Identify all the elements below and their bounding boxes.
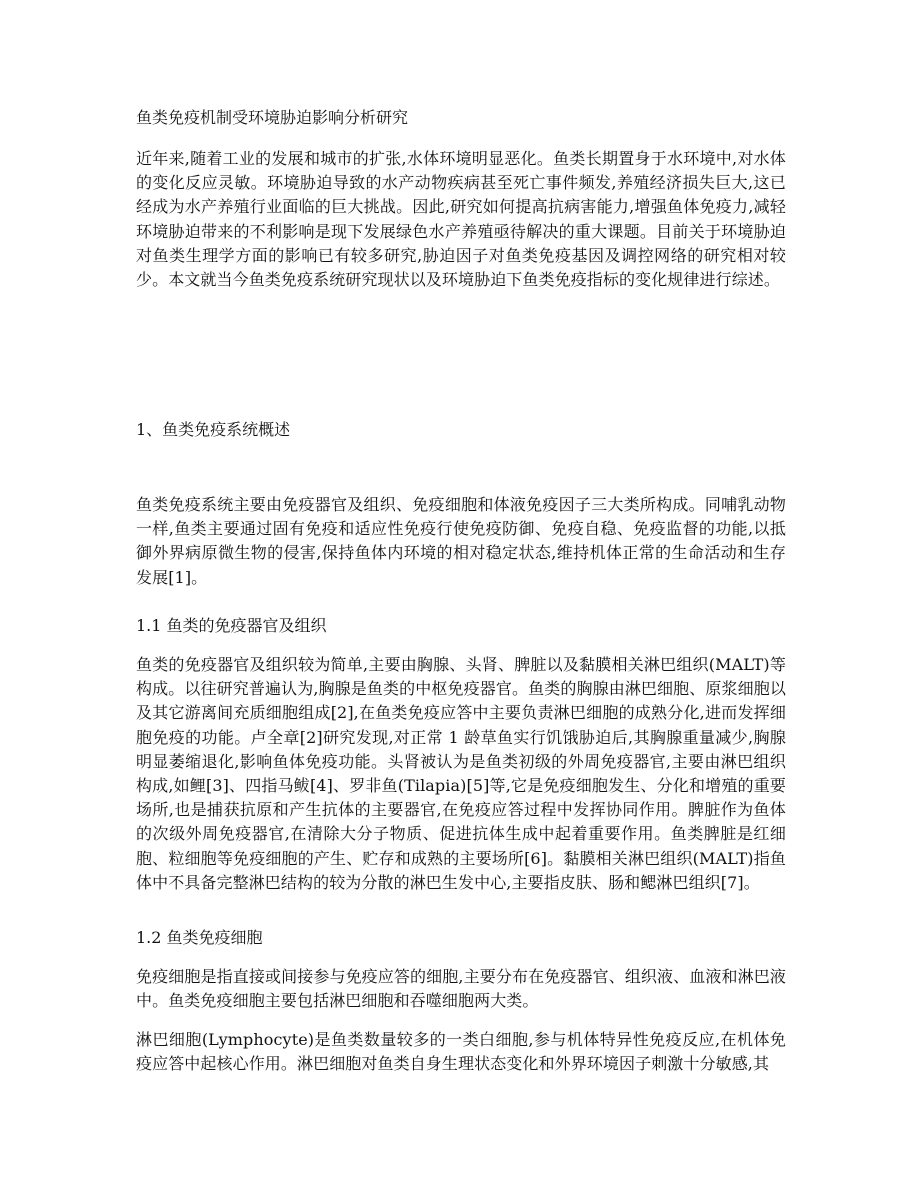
section-heading-1-1: 1.1 鱼类的免疫器官及组织 bbox=[136, 616, 327, 635]
section-1-2-paragraph: 免疫细胞是指直接或间接参与免疫应答的细胞,主要分布在免疫器官、组织液、血液和淋巴液中。鱼类免疫细胞主要包括淋巴细胞和吞噬细胞两大类。 bbox=[136, 967, 786, 1011]
intro-paragraph: 近年来,随着工业的发展和城市的扩张,水体环境明显恶化。鱼类长期置身于水环境中,对水体的变化反应灵敏。环境胁迫导致的水产动物疾病甚至死亡事件频发,养殖经济损失巨大,这已经成为水产养殖行业面临的巨大挑战。因此,研究如何提高抗病害能力,增强鱼体免疫力,减轻环境胁迫带来的不利影响是现下发展绿色水产养殖亟待解决的重大课题。目前关于环境胁迫对鱼类生理学方面的影响已有较多研究,胁迫因子对鱼类免疫基因及调控网络的研究相对较少。本文就当今鱼类免疫系统研究现状以及环境胁迫下鱼类免疫指标的变化规律进行综述。 bbox=[136, 149, 786, 290]
section-1-1-paragraph: 鱼类的免疫器官及组织较为简单,主要由胸腺、头肾、脾脏以及黏膜相关淋巴组织(MALT)等构成。以往研究普遍认为,胸腺是鱼类的中枢免疫器官。鱼类的胸腺由淋巴细胞、原浆细胞以及其它游离间充质细胞组成[2],在鱼类免疫应答中主要负责淋巴细胞的成熟分化,进而发挥细胞免疫的功能。卢全章[2]研究发现,对正常 1 龄草鱼实行饥饿胁迫后,其胸腺重量减少,胸腺明显萎缩退化,影响鱼体免疫功能。头肾被认为是鱼类初级的外周免疫器官,主要由淋巴组织构成,如鲤[3]、四指马鲅[4]、罗非鱼(Tilapia)[5]等,它是免疫细胞发生、分化和增殖的重要场所,也是捕获抗原和产生抗体的主要器官,在免疫应答过程中发挥协同作用。脾脏作为鱼体的次级外周免疫器官,在清除大分子物质、促进抗体生成中起着重要作用。鱼类脾脏是红细胞、粒细胞等免疫细胞的产生、贮存和成熟的主要场所[6]。黏膜相关淋巴组织(MALT)指鱼体中不具备完整淋巴结构的较为分散的淋巴生发中心,主要指皮肤、肠和鳃淋巴组织[7]。 bbox=[136, 655, 786, 892]
section-heading-1-2: 1.2 鱼类免疫细胞 bbox=[136, 928, 263, 947]
section-1-paragraph: 鱼类免疫系统主要由免疫器官及组织、免疫细胞和体液免疫因子三大类所构成。同哺乳动物一样,鱼类主要通过固有免疫和适应性免疫行使免疫防御、免疫自稳、免疫监督的功能,以抵御外界病原微生物的侵害,保持鱼体内环境的相对稳定状态,维持机体正常的生命活动和生存发展[1]。 bbox=[136, 495, 786, 587]
section-1-2-paragraph-2: 淋巴细胞(Lymphocyte)是鱼类数量较多的一类白细胞,参与机体特异性免疫反应,在机体免疫应答中起核心作用。淋巴细胞对鱼类自身生理状态变化和外界环境因子刺激十分敏感,其 bbox=[136, 1030, 786, 1074]
section-heading-1: 1、鱼类免疫系统概述 bbox=[136, 420, 291, 439]
document-title: 鱼类免疫机制受环境胁迫影响分析研究 bbox=[136, 108, 409, 127]
